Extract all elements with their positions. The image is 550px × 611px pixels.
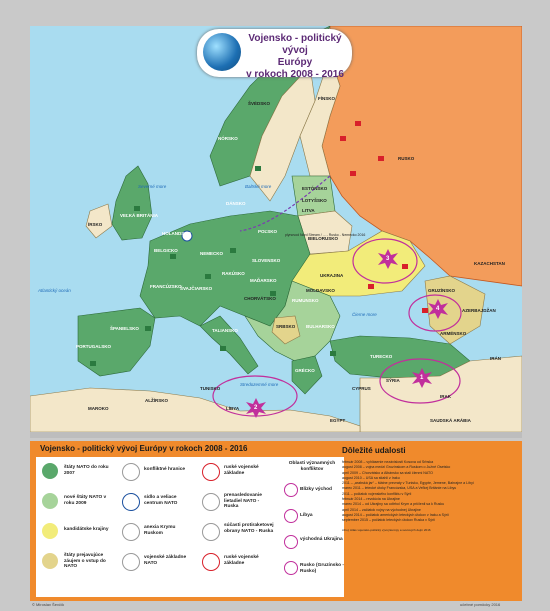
event-item: august 2008 – vojna medzi Gruzínskom a Ruskom o Južné Osetsko: [342, 465, 451, 470]
event-item: august 2014 – počiatok amerických leteckých útokov v Iraku a Sýrii: [342, 512, 449, 517]
scale-bar: [30, 432, 522, 438]
country-greece: [292, 356, 322, 394]
legend-candidate: kandidátske krajiny: [64, 527, 109, 532]
label-polsko: POĽSKO: [258, 229, 278, 234]
legend-aircraft: prenasledovanie lietadiel NATO - Ruska: [224, 493, 262, 509]
label-spanielsko: ŠPANIELSKO: [110, 326, 139, 331]
label-svajciarsko: ŠVAJČIARSKO: [180, 286, 213, 291]
country-ireland: [86, 204, 112, 238]
marker-number-3: 3: [386, 256, 390, 262]
marker-number-4: 4: [436, 306, 440, 312]
label-cypr: CYPRUS: [352, 386, 371, 391]
event-item: september 2015 – počiatok leteckých útokov Ruska v Sýrii: [342, 518, 435, 523]
map-area: [30, 26, 522, 432]
event-footnote: zdroj: Atlas vojensko-politický vývoj Európy a svetových dejín 2016: [342, 527, 431, 532]
label-madarsko: MAĎARSKO: [250, 278, 277, 283]
label-lotyssko: LOTYŠSKO: [302, 198, 327, 203]
label-severne-more: Severné more: [138, 184, 167, 189]
swatch-nato-new: [42, 493, 58, 509]
label-chorvatsko: CHORVÁTSKO: [244, 296, 276, 301]
title-line-3: v rokoch 2008 - 2016: [246, 69, 344, 80]
legend-area-1: Blízky východ: [300, 487, 332, 492]
marker-number-2: 2: [254, 405, 258, 411]
legend-title: Vojensko - politický vývoj Európy v rokoch 2008 - 2016: [40, 444, 248, 453]
label-turecko: TURECKO: [370, 354, 393, 359]
event-item: február 2014 – revolúcia na Ukrajine: [342, 497, 400, 502]
label-rumunsko: RUMUNSKO: [292, 298, 319, 303]
legend-area-3: východná Ukrajina: [300, 537, 343, 542]
label-estonsko: ESTÓNSKO: [302, 186, 328, 191]
country-russia: [322, 26, 522, 286]
map-title-box: [197, 29, 352, 80]
swatch-area-3: [284, 535, 298, 549]
legend-missile: súčasti protiraketovej obrany NATO - Ruska: [224, 523, 274, 534]
label-atlanticky-ocean: Atlantický oceán: [38, 288, 71, 293]
swatch-aircraft: [202, 493, 220, 511]
label-dansko: DÁNSKO: [226, 201, 246, 206]
swatch-interest: [42, 553, 58, 569]
legend-nato-old: štáty NATO do roku 2007: [64, 465, 109, 476]
country-italy: [200, 316, 258, 374]
label-syria: SÝRIA: [386, 378, 400, 383]
legend-nato-new: nové štáty NATO v roku 2009: [64, 495, 107, 506]
label-slovensko: SLOVENSKO: [252, 258, 281, 263]
swatch-nato-bases: [122, 553, 140, 571]
event-item: 2011 – „arabská jar“ – štátne prevraty v Tunisku, Egypte, Jemene, Bahrajne a Líbyi: [342, 481, 474, 486]
legend-conflict-border: konfliktné hranice: [144, 467, 186, 472]
label-azerbajdzan: AZERBAJDŽAN: [462, 308, 496, 313]
events-title: Dôležité udalosti: [342, 446, 406, 455]
label-rakusko: RAKÚSKO: [222, 271, 245, 276]
label-maroko: MAROKO: [88, 406, 109, 411]
label-egypt: EGYPT: [330, 418, 346, 423]
swatch-conflict-border: [122, 463, 140, 481]
event-item: február 2008 – vyhlásenie nezávislosti Kosova od Srbska: [342, 460, 434, 464]
label-belgicko: BELGICKO: [154, 248, 178, 253]
author-credit: © Miroslav Ševčík: [32, 602, 65, 607]
event-item: 2011 – počiatok vojenského konfliktu v Sýrii: [342, 491, 412, 496]
label-kazachstan: KAZACHSTAN: [474, 261, 505, 266]
country-uk: [112, 166, 152, 240]
label-moldavsko: MOLDAVSKO: [306, 288, 335, 293]
label-gruzinsko: GRUZÍNSKO: [428, 288, 455, 293]
label-stredozemne-more: Stredozemné more: [240, 382, 279, 387]
label-bulharsko: BULHARSKO: [306, 324, 335, 329]
event-item: marec 2011 – letecké útoky Francúzska, USA a Veľkej Británie na Líbyu: [342, 486, 457, 491]
map-title: [241, 33, 349, 81]
legend-russian-bases-2: ruské vojenské základne: [224, 555, 259, 566]
legend-body: [36, 457, 344, 597]
swatch-crimea: [122, 523, 140, 541]
label-libya: LÍBYA: [226, 406, 240, 411]
label-irak: IRAK: [440, 394, 451, 399]
swatch-nato-old: [42, 463, 58, 479]
country-iberia: [78, 308, 155, 376]
swatch-area-1: [284, 483, 298, 497]
marker-number-1: 1: [420, 375, 424, 381]
label-nemecko: NEMECKO: [200, 251, 224, 256]
legend-crimea: anexia Krymu Ruskom: [144, 525, 176, 536]
label-cierne-more: Čierne more: [352, 312, 377, 317]
legend-areas-title: Oblasti významných konfliktov: [288, 461, 336, 472]
label-bielorusko: BIELORUSKO: [308, 236, 339, 241]
swatch-candidate: [42, 523, 58, 539]
swatch-russian-bases-2: [202, 553, 220, 571]
label-tunisko: TUNISKO: [200, 386, 221, 391]
label-rusko: RUSKO: [398, 156, 415, 161]
label-saudska-arabia: SAUDSKÁ ARÁBIA: [430, 418, 471, 423]
title-line-2: Európy: [277, 57, 313, 68]
publisher-credit: učebné pomôcky 2016: [460, 602, 501, 607]
label-irsko: ÍRSKO: [88, 222, 103, 227]
swatch-area-2: [284, 509, 298, 523]
label-francuzsko: FRANCÚZSKO: [150, 284, 182, 289]
label-grecko: GRÉCKO: [295, 368, 315, 373]
swatch-area-4: [284, 561, 298, 575]
event-item: apríl 2014 – začiatok vojny na východnej Ukrajine: [342, 507, 421, 512]
label-svedsko: ŠVÉDSKO: [248, 101, 271, 106]
event-item: august 2010 – USA sa stiahli z Iraku: [342, 475, 400, 480]
legend-area-2: Líbya: [300, 513, 313, 518]
label-finsko: FÍNSKO: [318, 96, 336, 101]
label-litva: LITVA: [302, 208, 315, 213]
legend-nato-hq: sídlo a veliace centrum NATO: [144, 495, 178, 506]
label-alzirsko: ALŽÍRSKO: [145, 398, 168, 403]
label-norsko: NÓRSKO: [218, 136, 238, 141]
legend-nato-bases: vojenské základne NATO: [144, 555, 187, 566]
label-iran: IRÁN: [490, 356, 501, 361]
label-holandsko: HOLANDSKO: [162, 231, 191, 236]
label-baltske-more: Baltské more: [245, 184, 272, 189]
label-pipeline: plynovod Nord Stream / ... - Rusko - Nemecko 2016: [285, 233, 366, 237]
legend-russian-bases: ruské vojenské základne: [224, 465, 259, 476]
event-item: apríl 2009 – Chorvátsko a Albánsko sa stali členmi NATO: [342, 470, 433, 475]
label-taliansko: TALIANSKO: [212, 328, 238, 333]
label-armensko: ARMÉNSKO: [440, 331, 467, 336]
legend-area-4: Rusko (Gruzínsko - Rusko): [300, 563, 344, 574]
swatch-nato-hq: [122, 493, 140, 511]
label-portugalsko: PORTUGALSKO: [76, 344, 112, 349]
globe-icon: [203, 33, 241, 71]
label-ukrajina: UKRAJINA: [320, 273, 344, 278]
title-line-1: Vojensko - politický vývoj: [248, 33, 342, 56]
swatch-russian-bases: [202, 463, 220, 481]
country-north-africa: [30, 388, 360, 432]
legend-interest: štáty prejavujúce záujem o vstup do NATO: [64, 553, 106, 569]
swatch-missile: [202, 523, 220, 541]
label-velka-britania: VEĽKÁ BRITÁNIA: [120, 213, 158, 218]
events-list: [342, 460, 514, 533]
event-item: marec 2014 – od Ukrajiny sa odtrhol Krym a pričlenil sa k Rusku: [342, 502, 445, 507]
events-panel: [336, 446, 516, 594]
label-srbsko: SRBSKO: [276, 324, 296, 329]
